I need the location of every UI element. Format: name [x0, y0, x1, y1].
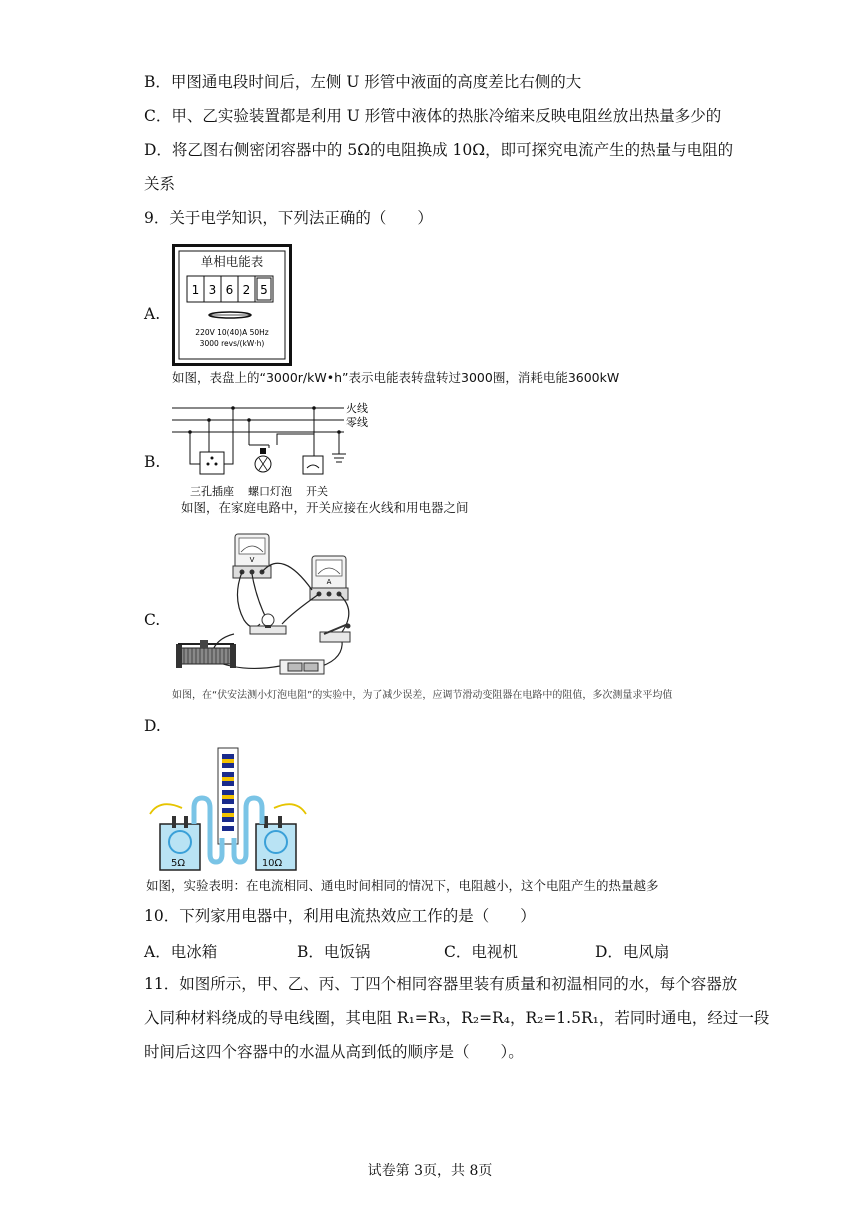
- q8-option-d-line1: D．将乙图右侧密闭容器中的 5Ω的电阻换成 10Ω，即可探究电流产生的热量与电阻的: [144, 141, 734, 159]
- q10-option-c: C．电视机: [444, 943, 518, 961]
- rheostat-icon: [176, 640, 236, 668]
- voltmeter-icon: [233, 534, 271, 578]
- right-resistor-label: 10Ω: [261, 858, 283, 869]
- q10-stem: 10．下列家用电器中，利用电流热效应工作的是（ ）: [144, 907, 536, 925]
- q10-option-d: D．电风扇: [595, 943, 670, 961]
- q8-option-b: B．甲图通电段时间后，左侧 U 形管中液面的高度差比右侧的大: [144, 73, 582, 91]
- meter-spec-line1: 220V 10(40)A 50Hz: [195, 328, 269, 337]
- q11-line1: 11．如图所示，甲、乙、丙、丁四个相同容器里装有质量和初温相同的水，每个容器放: [144, 975, 738, 993]
- socket-label: 三孔插座: [190, 485, 234, 498]
- right-container: [256, 816, 296, 870]
- q10-option-b: B．电饭锅: [297, 943, 371, 961]
- q9-option-c-label: C.: [144, 611, 161, 629]
- three-hole-socket: [200, 452, 224, 474]
- q9-option-d-label: D.: [144, 717, 161, 735]
- meter-title: 单相电能表: [200, 254, 264, 269]
- bulb-label: 螺口灯泡: [248, 485, 292, 498]
- small-bulb-icon: [250, 614, 286, 634]
- household-circuit-figure: [172, 398, 382, 500]
- q9-option-b-caption: 如图，在家庭电路中，开关应接在火线和用电器之间: [181, 500, 469, 515]
- ammeter-icon: [310, 556, 348, 600]
- q9-option-c-caption: 如图，在“伏安法测小灯泡电阻”的实验中，为了减少误差，应调节滑动变阻器在电路中的阻值，多次测量求平均值: [172, 690, 673, 701]
- q11-line3: 时间后这四个容器中的水温从高到低的顺序是（ ）。: [144, 1043, 524, 1061]
- q9-option-d-caption: 如图，实验表明：在电流相同、通电时间相同的情况下，电阻越小，这个电阻产生的热量越多: [146, 878, 659, 893]
- left-container: [160, 816, 200, 870]
- q9-stem: 9．关于电学知识，下列法正确的（ ）: [144, 209, 433, 227]
- meter-digit: 5: [260, 283, 268, 297]
- knife-switch-icon: [320, 624, 351, 643]
- page-footer: 试卷第 3页，共 8页: [367, 1163, 493, 1179]
- q9-option-a-caption: 如图，表盘上的“3000r/kW•h”表示电能表转盘转过3000圈，消耗电能3600kW: [172, 370, 620, 385]
- energy-meter-figure: [172, 244, 292, 366]
- joule-heat-u-tube-figure: [148, 746, 308, 874]
- voltammetry-apparatus-figure: [172, 528, 372, 680]
- meter-digit: 2: [242, 283, 251, 297]
- battery-icon: [280, 660, 324, 674]
- svg-text:V: V: [249, 556, 255, 564]
- switch-label: 开关: [306, 485, 328, 498]
- left-resistor-label: 5Ω: [170, 858, 186, 869]
- svg-text:A: A: [326, 578, 332, 586]
- q10-option-a: A．电冰箱: [144, 943, 218, 961]
- q8-option-d-line2: 关系: [144, 175, 176, 193]
- q11-line2: 入同种材料绕成的导电线圈，其电阻 R₁=R₃，R₂=R₄，R₂=1.5R₁，若同时通电，经过一段: [144, 1009, 770, 1027]
- q8-option-c: C．甲、乙实验装置都是利用 U 形管中液体的热胀冷缩来反映电阻丝放出热量多少的: [144, 107, 722, 125]
- meter-digit: 3: [208, 283, 217, 297]
- q9-option-b-label: B.: [144, 453, 161, 471]
- meter-digit: 1: [191, 283, 200, 297]
- ruler-scale: [222, 754, 234, 831]
- neutral-wire-label: 零线: [346, 416, 368, 429]
- q9-option-a-label: A.: [144, 305, 161, 323]
- meter-spec-line2: 3000 revs/(kW·h): [199, 339, 265, 348]
- meter-digit: 6: [225, 283, 234, 297]
- live-wire-label: 火线: [346, 402, 368, 415]
